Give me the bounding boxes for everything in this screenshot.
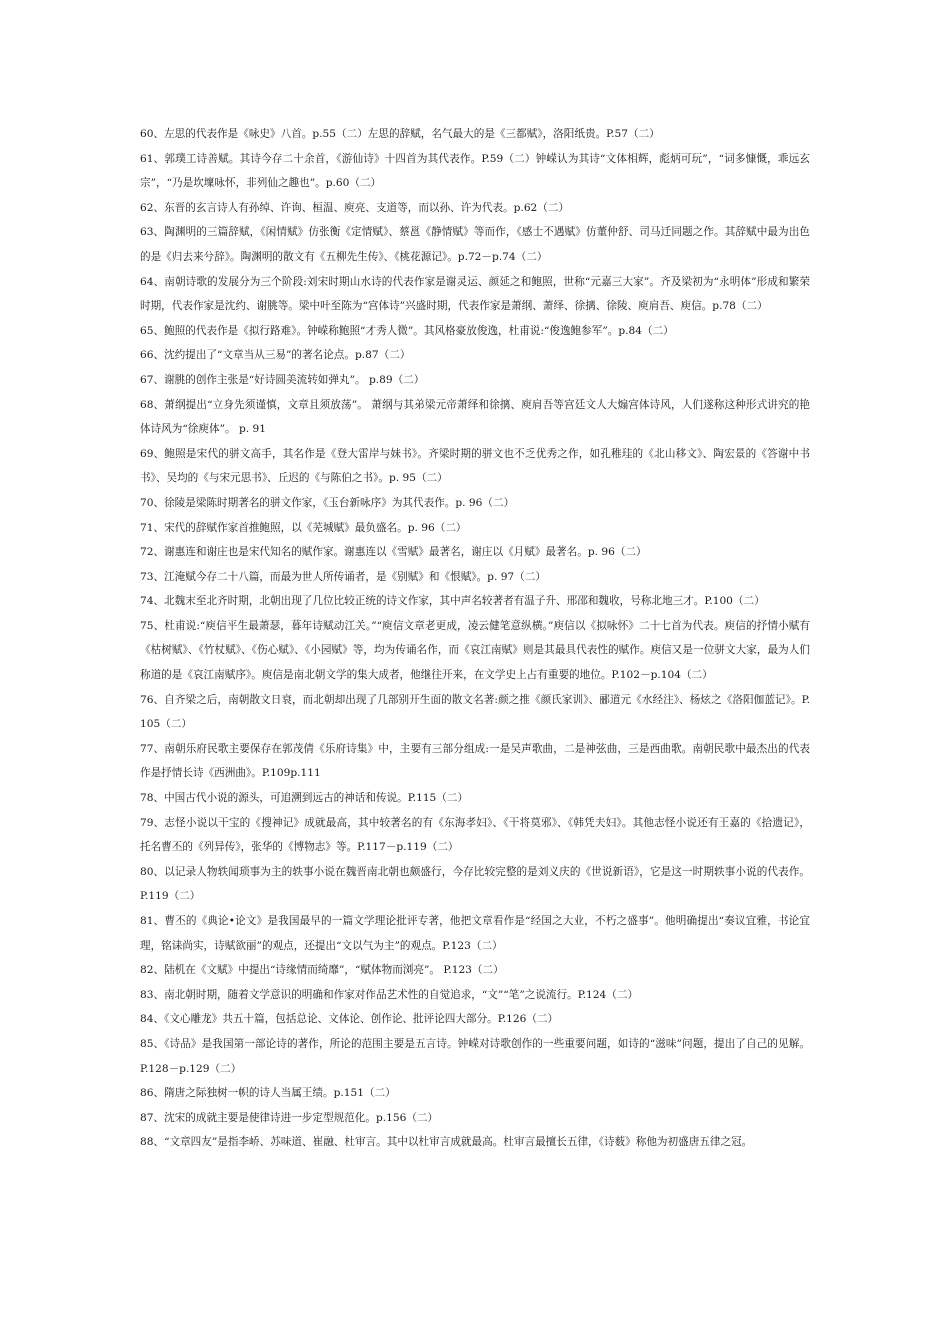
list-item: 83、南北朝时期，随着文学意识的明确和作家对作品艺术性的自觉追求，“文”“笔”之说流行。P.124（二） bbox=[140, 988, 639, 1001]
list-item: 67、谢朓的创作主张是“好诗圆美流转如弹丸”。 p.89（二） bbox=[140, 373, 425, 386]
list-item: 64、南朝诗歌的发展分为三个阶段:刘宋时期山水诗的代表作家是谢灵运、颜延之和鲍照，世称“元嘉三大家”。齐及梁初为“永明体”形成和繁荣时期，代表作家是沈约、谢朓等。梁中叶至陈为“宫体诗”兴盛时期，代表作家是萧纲、萧绎、徐摛、徐陵、庾肩吾、庾信。p.78（二） bbox=[140, 275, 810, 313]
list-item: 82、陆机在《文赋》中提出“诗缘情而绮靡”，“赋体物而浏亮”。 P.123（二） bbox=[140, 964, 504, 977]
list-item: 74、北魏末至北齐时期，北朝出现了几位比较正统的诗文作家，其中声名较著者有温子升、邢邵和魏收，号称北地三才。P.100（二） bbox=[140, 595, 765, 608]
list-item: 60、左思的代表作是《咏史》八首。p.55（二）左思的辞赋，名气最大的是《三都赋》，洛阳纸贵。P.57（二） bbox=[140, 128, 660, 140]
list-item: 80、以记录人物轶闻琐事为主的轶事小说在魏晋南北朝也颇盛行，今存比较完整的是刘义庆的《世说新语》，它是这一时期轶事小说的代表作。P.119（二） bbox=[140, 865, 810, 903]
list-item: 88、“文章四友”是指李峤、苏味道、崔融、杜审言。其中以杜审言成就最高。杜审言最擅长五律，《诗薮》称他为初盛唐五律之冠。 bbox=[140, 1136, 753, 1149]
list-item: 84、《文心雕龙》共五十篇，包括总论、文体论、创作论、批评论四大部分。P.126（二） bbox=[140, 1013, 559, 1026]
list-item: 78、中国古代小说的源头，可追溯到远古的神话和传说。P.115（二） bbox=[140, 792, 469, 805]
list-item: 87、沈宋的成就主要是使律诗进一步定型规范化。p.156（二） bbox=[140, 1111, 439, 1124]
list-item: 72、谢惠连和谢庄也是宋代知名的赋作家。谢惠连以《雪赋》最著名，谢庄以《月赋》最著名。p. 96（二） bbox=[140, 546, 647, 559]
list-item: 85、《诗品》是我国第一部论诗的著作，所论的范围主要是五言诗。钟嵘对诗歌创作的一些重要问题，如诗的“滋味”问题，提出了自己的见解。P.128－p.129（二） bbox=[140, 1037, 810, 1075]
list-item: 71、宋代的辞赋作家首推鲍照，以《芜城赋》最负盛名。p. 96（二） bbox=[140, 521, 467, 534]
list-item: 62、东晋的玄言诗人有孙绰、许询、桓温、庾亮、支道等，而以孙、许为代表。p.62（二） bbox=[140, 201, 570, 214]
list-item: 68、萧纲提出“立身先须谨慎，文章且须放荡”。 萧纲与其弟梁元帝萧绎和徐摛、庾肩吾等宫廷文人大煽宫体诗风，人们遂称这种形式讲究的艳体诗风为“徐庾体”。 p. 91 bbox=[140, 398, 810, 436]
list-item: 70、徐陵是梁陈时期著名的骈文作家，《玉台新咏序》为其代表作。p. 96（二） bbox=[140, 496, 515, 509]
list-item: 81、曹丕的《典论•论文》是我国最早的一篇文学理论批评专著，他把文章看作是“经国之大业，不朽之盛事”。他明确提出“奏议宜雅，书论宜理，铭诔尚实，诗赋欲丽”的观点，还提出“文以气为主”的观点。P.123（二） bbox=[140, 915, 810, 952]
list-item: 73、江淹赋今存二十八篇，而最为世人所传诵者，是《别赋》和《恨赋》。p. 97（二） bbox=[140, 570, 546, 583]
list-item: 77、南朝乐府民歌主要保存在郭茂倩《乐府诗集》中，主要有三部分组成:一是吴声歌曲，二是神弦曲，三是西曲歌。南朝民歌中最杰出的代表作是抒情长诗《西洲曲》。P.109p.111 bbox=[140, 742, 810, 780]
list-item: 65、鲍照的代表作是《拟行路难》。钟嵘称鲍照“才秀人微”。其风格豪放俊逸，杜甫说:“俊逸鲍参军”。p.84（二） bbox=[140, 324, 674, 337]
list-item: 61、郭璞工诗善赋。其诗今存二十余首，《游仙诗》十四首为其代表作。P.59（二）钟嵘认为其诗“文体相辉，彪炳可玩”，“词多慷慨，乖远玄宗”，“乃是坎壈咏怀，非列仙之趣也”。p.60（二） bbox=[140, 152, 810, 190]
list-item: 79、志怪小说以干宝的《搜神记》成就最高，其中较著名的有《东海孝妇》、《干将莫邪》、《韩凭夫妇》。其他志怪小说还有王嘉的《拾遗记》，托名曹丕的《列异传》，张华的《博物志》等。P.117－p.119（二） bbox=[140, 816, 810, 854]
list-item: 76、自齐梁之后，南朝散文日衰，而北朝却出现了几部别开生面的散文名著:颜之推《颜氏家训》、郦道元《水经注》、杨炫之《洛阳伽蓝记》。P.105（二） bbox=[140, 693, 810, 731]
list-item: 66、沈约提出了“文章当从三易”的著名论点。p.87（二） bbox=[140, 349, 411, 362]
list-item: 86、隋唐之际独树一帜的诗人当属王绩。p.151（二） bbox=[140, 1087, 396, 1100]
document-page bbox=[140, 122, 810, 1155]
list-item: 75、杜甫说:“庾信平生最萧瑟，暮年诗赋动江关。”“庾信文章老更成，凌云健笔意纵横。”庾信以《拟咏怀》二十七首为代表。庾信的抒情小赋有《枯树赋》、《竹杖赋》、《伤心赋》、《小园赋》等，均为传诵名作，而《哀江南赋》则是其最具代表性的赋作。庾信又是一位骈文大家，最为人们称道的是《哀江南赋序》。庾信是南北朝文学的集大成者，他继往开来，在文学史上占有重要的地位。P.102－p.104（二） bbox=[140, 619, 810, 682]
list-item: 63、陶渊明的三篇辞赋，《闲情赋》仿张衡《定情赋》、蔡邕《静情赋》等而作，《感士不遇赋》仿董仲舒、司马迁同题之作。其辞赋中最为出色的是《归去来兮辞》。陶渊明的散文有《五柳先生传》、《桃花源记》。p.72－p.74（二） bbox=[140, 226, 810, 263]
list-item: 69、鲍照是宋代的骈文高手，其名作是《登大雷岸与妹书》。齐梁时期的骈文也不乏优秀之作，如孔稚珪的《北山移文》、陶宏景的《答谢中书书》、吴均的《与宋元思书》、丘迟的《与陈伯之书》。p. 95（二） bbox=[140, 447, 810, 485]
